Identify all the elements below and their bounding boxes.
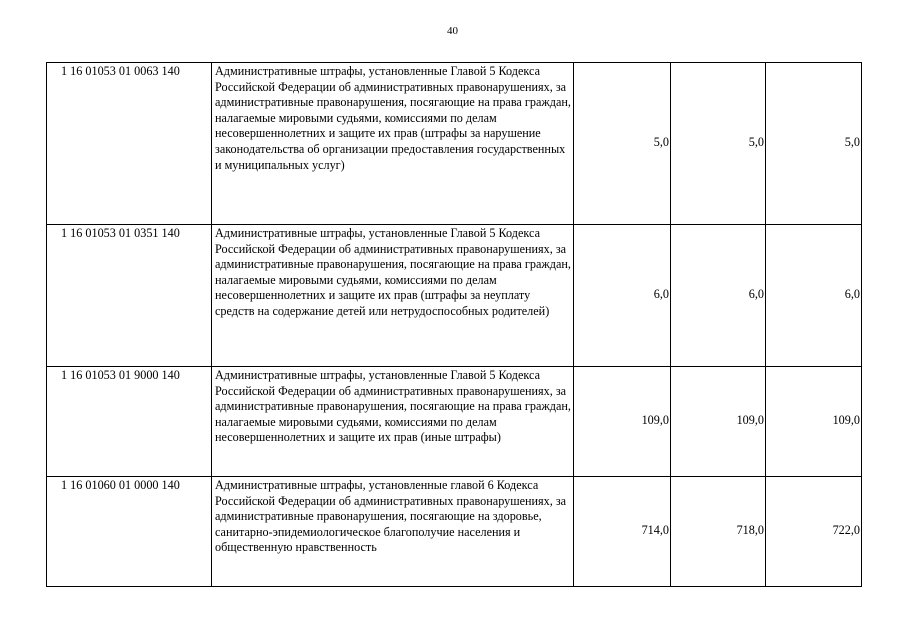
table-row [47, 225, 862, 367]
table-row [47, 367, 862, 477]
revenue-description-cell: Административные штрафы, установленные Главой 5 Кодекса Российской Федерации об административных правонарушениях, за административные правонарушения, посягающие на права граждан, налагаемые мировыми судьями, комиссиями по делам несовершеннолетних и защите их прав (иные штрафы) [212, 367, 574, 477]
revenue-code-cell: 1 16 01053 01 9000 140 [47, 367, 212, 477]
value-cell-year-3: 6,0 [766, 225, 862, 367]
table-row [47, 477, 862, 587]
value-cell-year-2: 6,0 [671, 225, 766, 367]
revenue-description-cell: Административные штрафы, установленные главой 6 Кодекса Российской Федерации об административных правонарушениях, за административные правонарушения, посягающие на здоровье, санитарно-эпидемиологическое благополучие населения и общественную нравственность [212, 477, 574, 587]
value-cell-year-1: 5,0 [574, 63, 671, 225]
value-cell-year-2: 5,0 [671, 63, 766, 225]
revenue-description-cell: Административные штрафы, установленные Главой 5 Кодекса Российской Федерации об административных правонарушениях, за административные правонарушения, посягающие на права граждан, налагаемые мировыми судьями, комиссиями по делам несовершеннолетних и защите их прав (штрафы за нарушение законодательства об организации предоставления государственных и муниципальных услуг) [212, 63, 574, 225]
revenue-code-cell: 1 16 01060 01 0000 140 [47, 477, 212, 587]
value-cell-year-1: 6,0 [574, 225, 671, 367]
page-number: 40 [447, 25, 458, 37]
value-cell-year-3: 5,0 [766, 63, 862, 225]
revenue-code-cell: 1 16 01053 01 0351 140 [47, 225, 212, 367]
value-cell-year-2: 109,0 [671, 367, 766, 477]
revenue-description-cell: Административные штрафы, установленные Главой 5 Кодекса Российской Федерации об административных правонарушениях, за административные правонарушения, посягающие на права граждан, налагаемые мировыми судьями, комиссиями по делам несовершеннолетних и защите их прав (штрафы за неуплату средств на содержание детей или нетрудоспособных родителей) [212, 225, 574, 367]
revenue-code-cell: 1 16 01053 01 0063 140 [47, 63, 212, 225]
value-cell-year-2: 718,0 [671, 477, 766, 587]
table-row [47, 63, 862, 225]
budget-revenue-table [46, 62, 862, 587]
value-cell-year-1: 714,0 [574, 477, 671, 587]
value-cell-year-3: 722,0 [766, 477, 862, 587]
value-cell-year-1: 109,0 [574, 367, 671, 477]
value-cell-year-3: 109,0 [766, 367, 862, 477]
